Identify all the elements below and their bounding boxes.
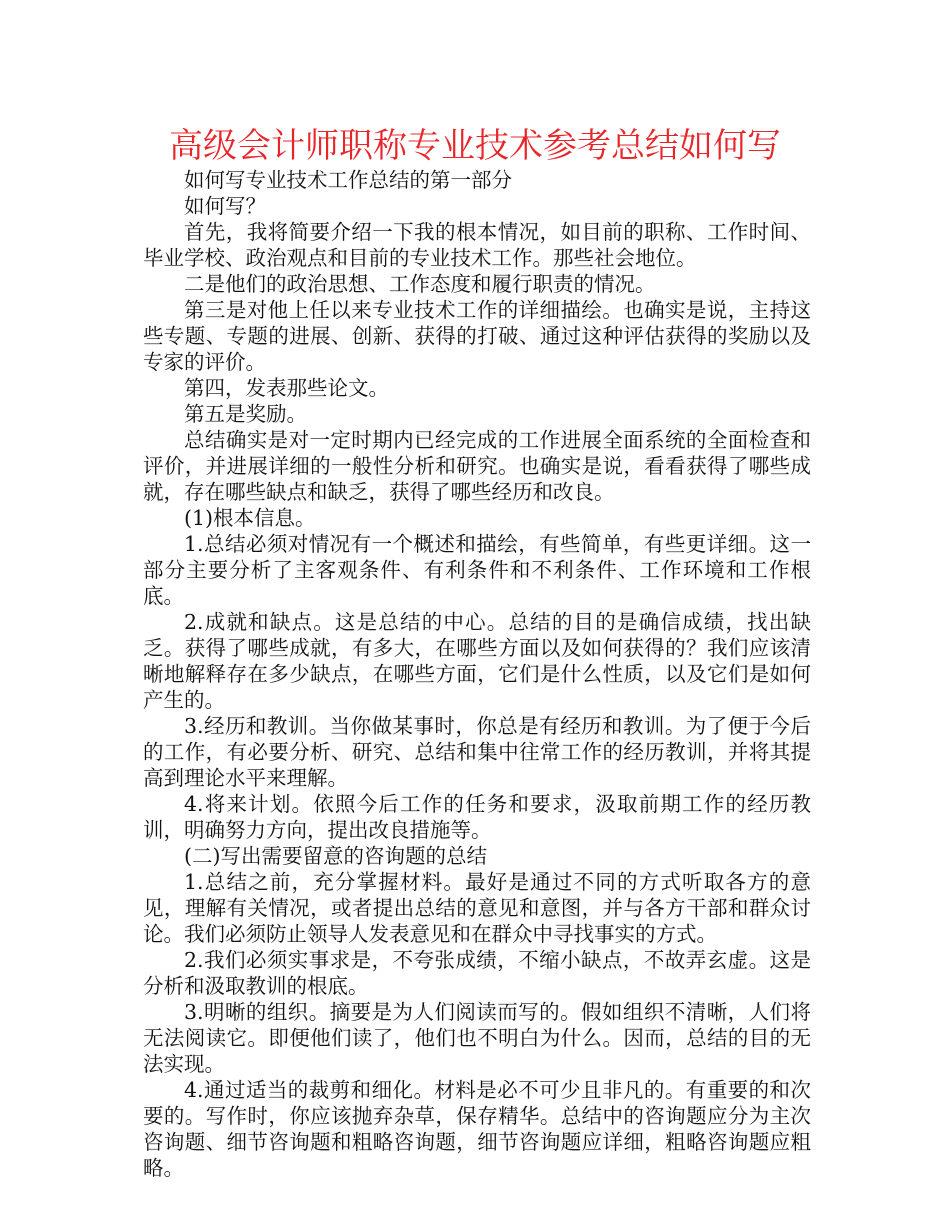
paragraph: 3.经历和教训。当你做某事时，你总是有经历和教训。为了便于今后的工作，有必要分析、研究、总结和集中往常工作的经历教训，并将其提高到理论水平来理解。 [143,714,811,790]
paragraph: 如何写专业技术工作总结的第一部分 [184,168,512,192]
paragraph: 如何写？ [184,194,266,218]
paragraph: 首先，我将简要介绍一下我的根本情况，如目前的职称、工作时间、毕业学校、政治观点和目前的专业技术工作。那些社会地位。 [143,220,811,270]
paragraph: 3.明晰的组织。摘要是为人们阅读而写的。假如组织不清晰，人们将无法阅读它。即便他们读了，他们也不明白为什么。因而，总结的目的无法实现。 [143,1000,811,1076]
paragraph: 二是他们的政治思想、工作态度和履行职责的情况。 [184,272,656,296]
paragraph: 4.通过适当的裁剪和细化。材料是必不可少且非凡的。有重要的和次要的。写作时，你应该抛弃杂草，保存精华。总结中的咨询题应分为主次咨询题、细节咨询题和粗略咨询题，细节咨询题应详细，粗略咨询题应粗略。 [143,1078,811,1180]
paragraph: 1.总结之前，充分掌握材料。最好是通过不同的方式听取各方的意见，理解有关情况，或者提出总结的意见和意图，并与各方干部和群众讨论。我们必须防止领导人发表意见和在群众中寻找事实的方式。 [143,870,811,946]
paragraph: 1.总结必须对情况有一个概述和描绘，有些简单，有些更详细。这一部分主要分析了主客观条件、有利条件和不利条件、工作环境和工作根底。 [143,532,811,608]
document-title: 高级会计师职称专业技术参考总结如何写 [169,126,781,166]
paragraph: 总结确实是对一定时期内已经完成的工作进展全面系统的全面检查和评价，并进展详细的一般性分析和研究。也确实是说，看看获得了哪些成就，存在哪些缺点和缺乏，获得了哪些经历和改良。 [143,428,811,504]
paragraph: 第四，发表那些论文。 [184,376,389,400]
paragraph: 4.将来计划。依照今后工作的任务和要求，汲取前期工作的经历教训，明确努力方向，提出改良措施等。 [143,792,811,842]
paragraph: 2.成就和缺点。这是总结的中心。总结的目的是确信成绩，找出缺乏。获得了哪些成就，有多大，在哪些方面以及如何获得的？我们应该清晰地解释存在多少缺点，在哪些方面，它们是什么性质，以及它们是如何产生的。 [143,610,811,712]
paragraph: (二)写出需要留意的咨询题的总结 [184,844,487,868]
paragraph: 2.我们必须实事求是，不夸张成绩，不缩小缺点，不故弄玄虚。这是分析和汲取教训的根底。 [143,948,811,998]
paragraph: 第五是奖励。 [184,402,307,426]
paragraph: (1)根本信息。 [184,506,316,530]
document-body [143,167,811,1181]
paragraph: 第三是对他上任以来专业技术工作的详细描绘。也确实是说，主持这些专题、专题的进展、创新、获得的打破、通过这种评估获得的奖励以及专家的评价。 [143,298,811,374]
